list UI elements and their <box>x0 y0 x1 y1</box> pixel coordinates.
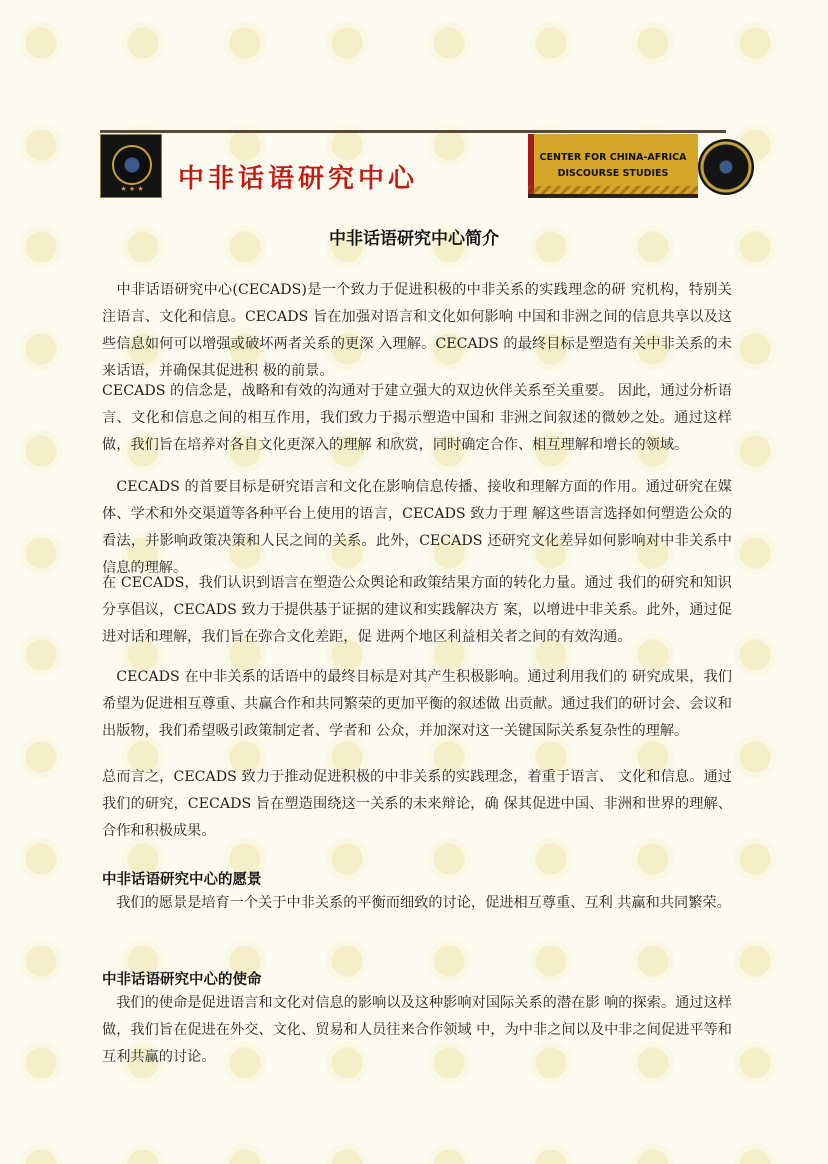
seal-icon <box>112 145 152 185</box>
left-emblem-logo <box>100 134 162 198</box>
vision-text: 我们的愿景是培育一个关于中非关系的平衡而细致的讨论，促进相互尊重、互利 共赢和共同繁荣。 <box>102 895 731 911</box>
banner-english-panel <box>528 134 698 198</box>
banner-top-rule <box>100 130 726 133</box>
mission-heading: 中非话语研究中心的使命 <box>102 971 262 988</box>
banner-english-line1: CENTER FOR CHINA-AFRICA <box>539 152 687 163</box>
banner-english-line2: DISCOURSE STUDIES <box>557 168 669 179</box>
paragraph-3: CECADS 的首要目标是研究语言和文化在影响信息传播、接收和理解方面的作用。通过研究在媒体、学术和外交渠道等各种平台上使用的语言，CECADS 致力于理 解这些语言选择如何塑造公众的看法，并影响政策决策和人民之间的关系。此外，CECADS 还研究文化差异如何影响对中非关系中信息的理解。 <box>102 479 732 576</box>
paragraph-2: CECADS 的信念是，战略和有效的沟通对于建立强大的双边伙伴关系至关重要。 因此，通过分析语言、文化和信息之间的相互作用，我们致力于揭示塑造中国和 非洲之间叙述的微妙之处。通过这样做，我们旨在培养对各自文化更深入的理解 和欣赏，同时确定合作、相互理解和增长的领域。 <box>102 383 732 453</box>
banner-title-chinese: 中非话语研究中心 <box>178 164 419 194</box>
zigzag-pattern <box>528 186 698 194</box>
paragraph-4: 在 CECADS，我们认识到语言在塑造公众舆论和政策结果方面的转化力量。通过 我们的研究和知识分享倡议，CECADS 致力于提供基于证据的建议和实践解决方 案，以增进中非关系。此外，通过促进对话和理解，我们旨在弥合文化差距，促 进两个地区利益相关者之间的有效沟通。 <box>102 575 732 645</box>
paragraph-5: CECADS 在中非关系的话语中的最终目标是对其产生积极影响。通过利用我们的 研究成果，我们希望为促进相互尊重、共赢合作和共同繁荣的更加平衡的叙述做 出贡献。通过我们的研讨会、会议和出版物，我们希望吸引政策制定者、学者和 公众，并加深对这一关键国际关系复杂性的理解。 <box>102 669 732 739</box>
paragraph-1: 中非话语研究中心(CECADS)是一个致力于促进积极的中非关系的实践理念的研 究机构，特别关注语言、文化和信息。CECADS 旨在加强对语言和文化如何影响 中国和非洲之间的信息共享以及这些信息如何可以增强或破坏两者关系的更深 入理解。CECADS 的最终目标是塑造有关中非关系的未来话语，并确保其促进积 极的前景。 <box>102 282 732 379</box>
vision-heading: 中非话语研究中心的愿景 <box>102 871 262 888</box>
mission-text: 我们的使命是促进语言和文化对信息的影响以及这种影响对国际关系的潜在影 响的探索。通过这样做，我们旨在促进在外交、文化、贸易和人员往来合作领域 中，为中非之间以及中非之间促进平等和互利共赢的讨论。 <box>102 995 732 1065</box>
paragraph-6: 总而言之，CECADS 致力于推动促进积极的中非关系的实践理念，着重于语言、 文化和信息。通过我们的研究，CECADS 旨在塑造围绕这一关系的未来辩论，确 保其促进中国、非洲和世界的理解、合作和积极成果。 <box>102 769 732 839</box>
stars-icon: ★ ★ ★ <box>120 185 144 193</box>
article-title: 中非话语研究中心简介 <box>329 229 499 249</box>
right-emblem-logo <box>698 139 754 195</box>
red-stripe <box>528 134 534 194</box>
header-banner <box>100 130 726 200</box>
